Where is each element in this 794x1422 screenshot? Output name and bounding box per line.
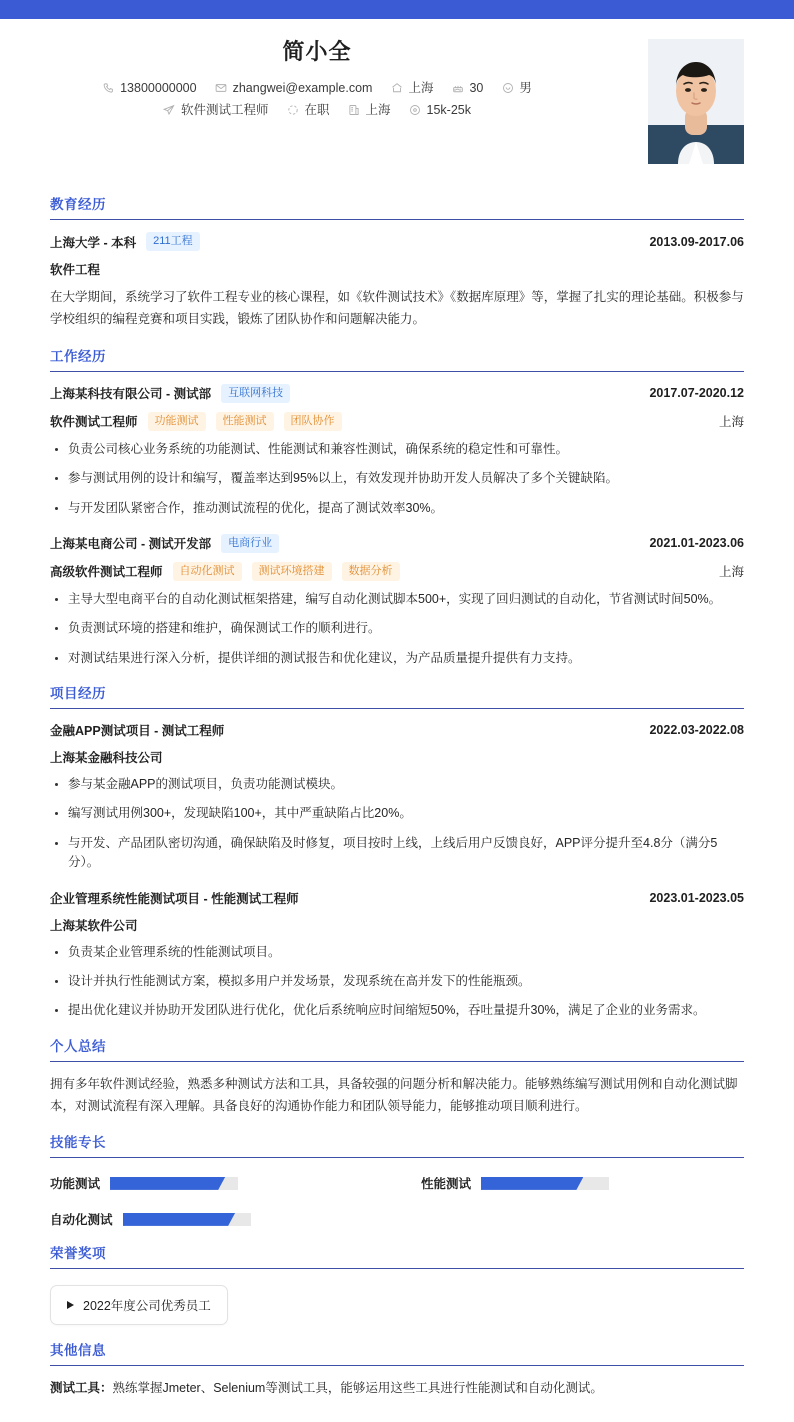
awards-row	[50, 1281, 744, 1325]
work-entry-org-group	[50, 384, 290, 403]
status-icon	[287, 103, 300, 116]
work-bullet-list	[50, 590, 744, 668]
section-awards	[50, 1242, 744, 1325]
section-education	[50, 193, 744, 331]
project-entry-header	[50, 889, 744, 907]
section-summary	[50, 1035, 744, 1118]
contact-meta-row-secondary	[50, 103, 584, 116]
meta-gender	[501, 81, 532, 94]
section-title-other-info: 其他信息	[50, 1339, 744, 1366]
section-skills	[50, 1131, 744, 1228]
home-icon	[390, 81, 403, 94]
section-work	[50, 345, 744, 668]
meta-age	[451, 81, 483, 94]
education-date: 2013.09-2017.06	[649, 234, 744, 249]
project-bullet: 与开发、产品团队密切沟通，确保缺陷及时修复，项目按时上线，上线后用户反馈良好，APP评分提升至4.8分（满分5分）。	[50, 834, 744, 873]
work-skill-tag: 功能测试	[148, 412, 206, 431]
top-banner	[0, 0, 794, 19]
project-bullet: 负责某企业管理系统的性能测试项目。	[50, 943, 744, 962]
section-title-awards: 荣誉奖项	[50, 1242, 744, 1269]
meta-job-status-text: 在职	[304, 102, 330, 117]
header-center-block	[50, 39, 744, 116]
meta-salary-text: 15k-25k	[426, 102, 472, 117]
skill-label: 性能测试	[421, 1177, 472, 1192]
project-bullet: 参与某金融APP的测试项目，负责功能测试模块。	[50, 775, 744, 794]
work-skill-tag: 团队协作	[284, 412, 342, 431]
meta-target-position	[163, 103, 269, 116]
work-date: 2017.07-2020.12	[649, 386, 744, 401]
work-entry	[50, 534, 744, 668]
work-industry-tag: 互联网科技	[221, 384, 290, 403]
education-entry-header	[50, 232, 744, 251]
work-bullet: 对测试结果进行深入分析，提供详细的测试报告和优化建议，为产品质量提升提供有力支持。	[50, 649, 744, 668]
section-title-education: 教育经历	[50, 193, 744, 220]
work-role: 高级软件测试工程师	[50, 565, 163, 580]
meta-target-position-text: 软件测试工程师	[180, 102, 269, 117]
education-entry-left	[50, 232, 200, 251]
work-industry-tag: 电商行业	[221, 534, 279, 553]
paper-plane-icon	[163, 103, 176, 116]
award-card[interactable]	[50, 1285, 228, 1325]
meta-phone-text: 13800000000	[120, 80, 197, 95]
section-body-projects	[50, 709, 744, 1021]
work-company: 上海某电商公司 - 测试开发部	[50, 537, 212, 552]
resume-page	[0, 19, 794, 1410]
meta-work-city-text: 上海	[365, 102, 391, 117]
work-bullet-list	[50, 440, 744, 518]
section-body-skills	[50, 1158, 744, 1228]
work-location: 上海	[718, 415, 744, 430]
skill-progress-fill	[123, 1213, 236, 1226]
skill-label: 自动化测试	[50, 1213, 113, 1228]
work-entry	[50, 384, 744, 518]
meta-phone	[102, 81, 196, 94]
section-body-education	[50, 220, 744, 331]
section-title-work: 工作经历	[50, 345, 744, 372]
education-description: 在大学期间，系统学习了软件工程专业的核心课程，如《软件测试技术》《数据库原理》等，掌握了扎实的理论基础。积极参与学校组织的编程竞赛和项目实践，锻炼了团队协作和问题解决能力。	[50, 290, 744, 326]
skills-grid	[50, 1170, 744, 1228]
education-major: 软件工程	[50, 263, 101, 277]
work-role: 软件测试工程师	[50, 415, 138, 430]
section-projects	[50, 682, 744, 1021]
skill-item	[421, 1174, 744, 1192]
section-body-work	[50, 372, 744, 668]
other-info-item	[50, 1378, 744, 1398]
section-body-summary	[50, 1062, 744, 1118]
project-name: 金融APP测试项目 - 测试工程师	[50, 724, 225, 738]
section-other-info	[50, 1339, 744, 1398]
award-label: 2022年度公司优秀员工	[83, 1299, 211, 1314]
candidate-photo	[648, 39, 744, 164]
project-bullet-list	[50, 775, 744, 873]
meta-work-city	[348, 103, 391, 116]
skill-progress-track	[123, 1213, 251, 1226]
project-company: 上海某金融科技公司	[50, 751, 163, 765]
section-title-skills: 技能专长	[50, 1131, 744, 1158]
project-name: 企业管理系统性能测试项目 - 性能测试工程师	[50, 891, 299, 906]
section-body-awards	[50, 1269, 744, 1325]
project-entry-header	[50, 721, 744, 739]
project-bullet: 提出优化建议并协助开发团队进行优化，优化后系统响应时间缩短50%，吞吐量提升30%，满足了企业的业务需求。	[50, 1001, 744, 1020]
phone-icon	[102, 81, 115, 94]
project-bullet: 设计并执行性能测试方案，模拟多用户并发场景，发现系统在高并发下的性能瓶颈。	[50, 972, 744, 991]
work-entry-role-group	[50, 562, 400, 581]
skill-item	[50, 1174, 373, 1192]
education-tag: 211工程	[146, 232, 200, 251]
education-school: 上海大学 - 本科	[50, 235, 137, 250]
meta-job-status	[287, 103, 330, 116]
project-date: 2023.01-2023.05	[649, 890, 744, 905]
meta-hometown-text: 上海	[408, 80, 434, 95]
work-entry-role-line	[50, 562, 744, 581]
candidate-name: 简小全	[282, 39, 352, 64]
triangle-right-icon	[67, 1301, 74, 1309]
work-entry-header	[50, 534, 744, 553]
work-skill-tag: 性能测试	[216, 412, 274, 431]
work-bullet: 与开发团队紧密合作，推动测试流程的优化，提高了测试效率30%。	[50, 499, 744, 518]
work-bullet: 负责公司核心业务系统的功能测试、性能测试和兼容性测试，确保系统的稳定性和可靠性。	[50, 440, 744, 459]
cake-icon	[451, 81, 464, 94]
work-entry-role-line	[50, 412, 744, 431]
work-entry-header	[50, 384, 744, 403]
section-title-summary: 个人总结	[50, 1035, 744, 1062]
skill-item	[50, 1210, 373, 1228]
mail-icon	[215, 81, 228, 94]
meta-gender-text: 男	[519, 80, 532, 95]
project-company: 上海某软件公司	[50, 918, 138, 933]
meta-salary	[409, 103, 471, 116]
resume-header	[50, 19, 744, 179]
skill-progress-fill	[110, 1177, 225, 1190]
work-skill-tag: 自动化测试	[173, 562, 242, 581]
section-body-other-info	[50, 1366, 744, 1398]
project-entry	[50, 889, 744, 1021]
skill-label: 功能测试	[50, 1177, 101, 1192]
building-icon	[348, 103, 361, 116]
other-info-label: 测试工具：	[50, 1381, 113, 1396]
work-skill-tag: 测试环境搭建	[252, 562, 332, 581]
meta-email-text: zhangwei@example.com	[232, 80, 373, 95]
work-location: 上海	[718, 565, 744, 580]
work-date: 2021.01-2023.06	[649, 536, 744, 551]
summary-text: 拥有多年软件测试经验，熟悉多种测试方法和工具，具备较强的问题分析和解决能力。能够熟练编写测试用例和自动化测试脚本，对测试流程有深入理解。具备良好的沟通协作能力和团队领导能力，能够推动项目顺利进行。	[50, 1076, 738, 1113]
work-bullet: 参与测试用例的设计和编写，覆盖率达到95%以上，有效发现并协助开发人员解决了多个关键缺陷。	[50, 469, 744, 488]
meta-age-text: 30	[469, 80, 484, 95]
project-entry	[50, 721, 744, 873]
skill-progress-track	[110, 1177, 238, 1190]
education-entry	[50, 232, 744, 331]
work-bullet: 负责测试环境的搭建和维护，确保测试工作的顺利进行。	[50, 619, 744, 638]
skill-progress-track	[481, 1177, 609, 1190]
skill-progress-fill	[481, 1177, 583, 1190]
work-bullet: 主导大型电商平台的自动化测试框架搭建，编写自动化测试脚本500+，实现了回归测试的自动化，节省测试时间50%。	[50, 590, 744, 609]
work-entry-org-group	[50, 534, 279, 553]
other-info-value: 熟练掌握Jmeter、Selenium等测试工具，能够运用这些工具进行性能测试和自动化测试。	[112, 1381, 603, 1396]
meta-hometown	[390, 81, 433, 94]
work-company: 上海某科技有限公司 - 测试部	[50, 387, 212, 402]
contact-meta-row-primary	[50, 81, 584, 94]
salary-icon	[409, 103, 422, 116]
work-entry-role-group	[50, 412, 342, 431]
work-skill-tag: 数据分析	[342, 562, 400, 581]
gender-icon	[501, 81, 514, 94]
meta-email	[215, 81, 373, 94]
project-date: 2022.03-2022.08	[649, 723, 744, 737]
project-bullet-list	[50, 943, 744, 1021]
section-title-projects: 项目经历	[50, 682, 744, 709]
project-bullet: 编写测试用例300+，发现缺陷100+，其中严重缺陷占比20%。	[50, 804, 744, 823]
